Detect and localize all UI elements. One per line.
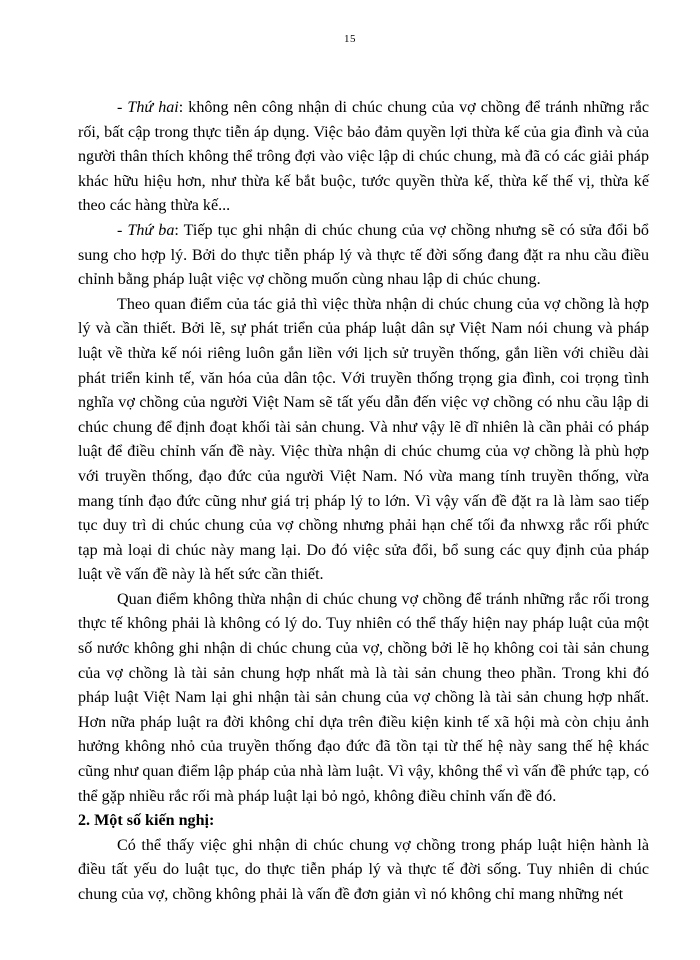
paragraph-author-view: Theo quan điểm của tác giả thì việc thừa nhận di chúc chung của vợ chồng là hợp lý và cần thiết. Bởi lẽ, sự phát triển của pháp luật dân sự Việt Nam nói chung và pháp luật về thừa kế nói riêng luôn gắn liền với lịch sử truyền thống, gắn liền với chiều dài phát triển kinh tế, văn hóa của dân tộc. Với truyền thống trọng gia đình, coi trọng tình nghĩa vợ chồng của người Việt Nam sẽ tất yếu dẫn đến việc vợ chồng có nhu cầu lập di chúc chung để định đoạt khối tài sản chung. Và như vậy lẽ dĩ nhiên là cần phải có pháp luật để điều chỉnh vấn đề này. Việc thừa nhận di chúc chumg của vợ chồng là phù hợp với truyền thống, đạo đức của người Việt Nam. Nó vừa mang tính truyền thống, vừa mang tính đạo đức cũng như giá trị pháp lý to lớn. Vì vậy vấn đề đặt ra là làm sao tiếp tục duy trì di chúc chung của vợ chồng nhưng phải hạn chế tối đa nhwxg rắc rối phức tạp mà loại di chúc này mang lại. Do đó việc sửa đổi, bổ sung các quy định của pháp luật về vấn đề này là hết sức cần thiết. (78, 295, 649, 584)
paragraph-thu-hai: - Thứ hai: không nên công nhận di chúc chung của vợ chồng để tránh những rắc rối, bất cập trong thực tiễn áp dụng. Việc bảo đảm quyền lợi thừa kế của gia đình và của người thân thích không thể trông đợi vào việc lập di chúc chung, mà đã có các giải pháp khác hữu hiệu hơn, như thừa kế bắt buộc, tước quyền thừa kế, thừa kế thế vị, thừa kế theo các hàng thừa kế... (78, 99, 649, 215)
page-number: 15 (344, 33, 356, 45)
paragraph-thu-ba: - Thứ ba: Tiếp tục ghi nhận di chúc chung của vợ chồng nhưng sẽ có sửa đổi bổ sung cho hợp lý. Bởi do thực tiễn pháp lý và thực tế đời sống đang đặt ra nhu cầu điều chỉnh bằng pháp luật việc vợ chồng muốn cùng nhau lập di chúc chung. (78, 221, 649, 289)
paragraph-lead: Thứ hai (127, 99, 179, 116)
section-heading: 2. Một số kiến nghị: (78, 812, 215, 830)
paragraph-recommendations: Có thể thấy việc ghi nhận di chúc chung vợ chồng trong pháp luật hiện hành là điều tất yếu do luật tục, do thực tiễn pháp lý và thực tế đời sống. Tuy nhiên di chúc chung của vợ, chồng không phải là vấn đề đơn giản vì nó không chỉ mang những nét (78, 836, 649, 903)
document-body (78, 96, 649, 908)
paragraph-text: : không nên công nhận di chúc chung của vợ chồng để tránh những rắc rối, bất cập trong thực tiễn áp dụng. Việc bảo đảm quyền lợi thừa kế của gia đình và của người thân thích không thể trông đợi vào việc lập di chúc chung, mà đã có các giải pháp khác hữu hiệu hơn, như thừa kế bắt buộc, tước quyền thừa kế, thừa kế thế vị, thừa kế theo các hàng thừa kế... (78, 99, 649, 215)
paragraph-opposing-view: Quan điểm không thừa nhận di chúc chung vợ chồng để tránh những rắc rối trong thực tế không phải là không có lý do. Tuy nhiên có thể thấy hiện nay pháp luật của một số nước không ghi nhận di chúc chung của vợ, chồng bởi lẽ họ không coi tài sản chung của vợ chồng là tài sản chung hợp nhất mà là tài sản chung theo phần. Trong khi đó pháp luật Việt Nam lại ghi nhận tài sản chung của vợ chồng là tài sản chung hợp nhất. Hơn nữa pháp luật ra đời không chỉ dựa trên điều kiện kinh tế xã hội mà còn chịu ảnh hưởng không nhỏ của truyền thống đạo đức đã tồn tại từ thế hệ này sang thế hệ khác cũng như quan điểm lập pháp của nhà làm luật. Vì vậy, không thể vì vấn đề phức tạp, có thể gặp nhiều rắc rối mà pháp luật lại bỏ ngỏ, không điều chỉnh vấn đề đó. (78, 590, 649, 805)
paragraph-text: : Tiếp tục ghi nhận di chúc chung của vợ chồng nhưng sẽ có sửa đổi bổ sung cho hợp lý. Bởi do thực tiễn pháp lý và thực tế đời sống đang đặt ra nhu cầu điều chỉnh bằng pháp luật việc vợ chồng muốn cùng nhau lập di chúc chung. (78, 221, 649, 289)
paragraph-lead: Thứ ba (127, 221, 175, 239)
